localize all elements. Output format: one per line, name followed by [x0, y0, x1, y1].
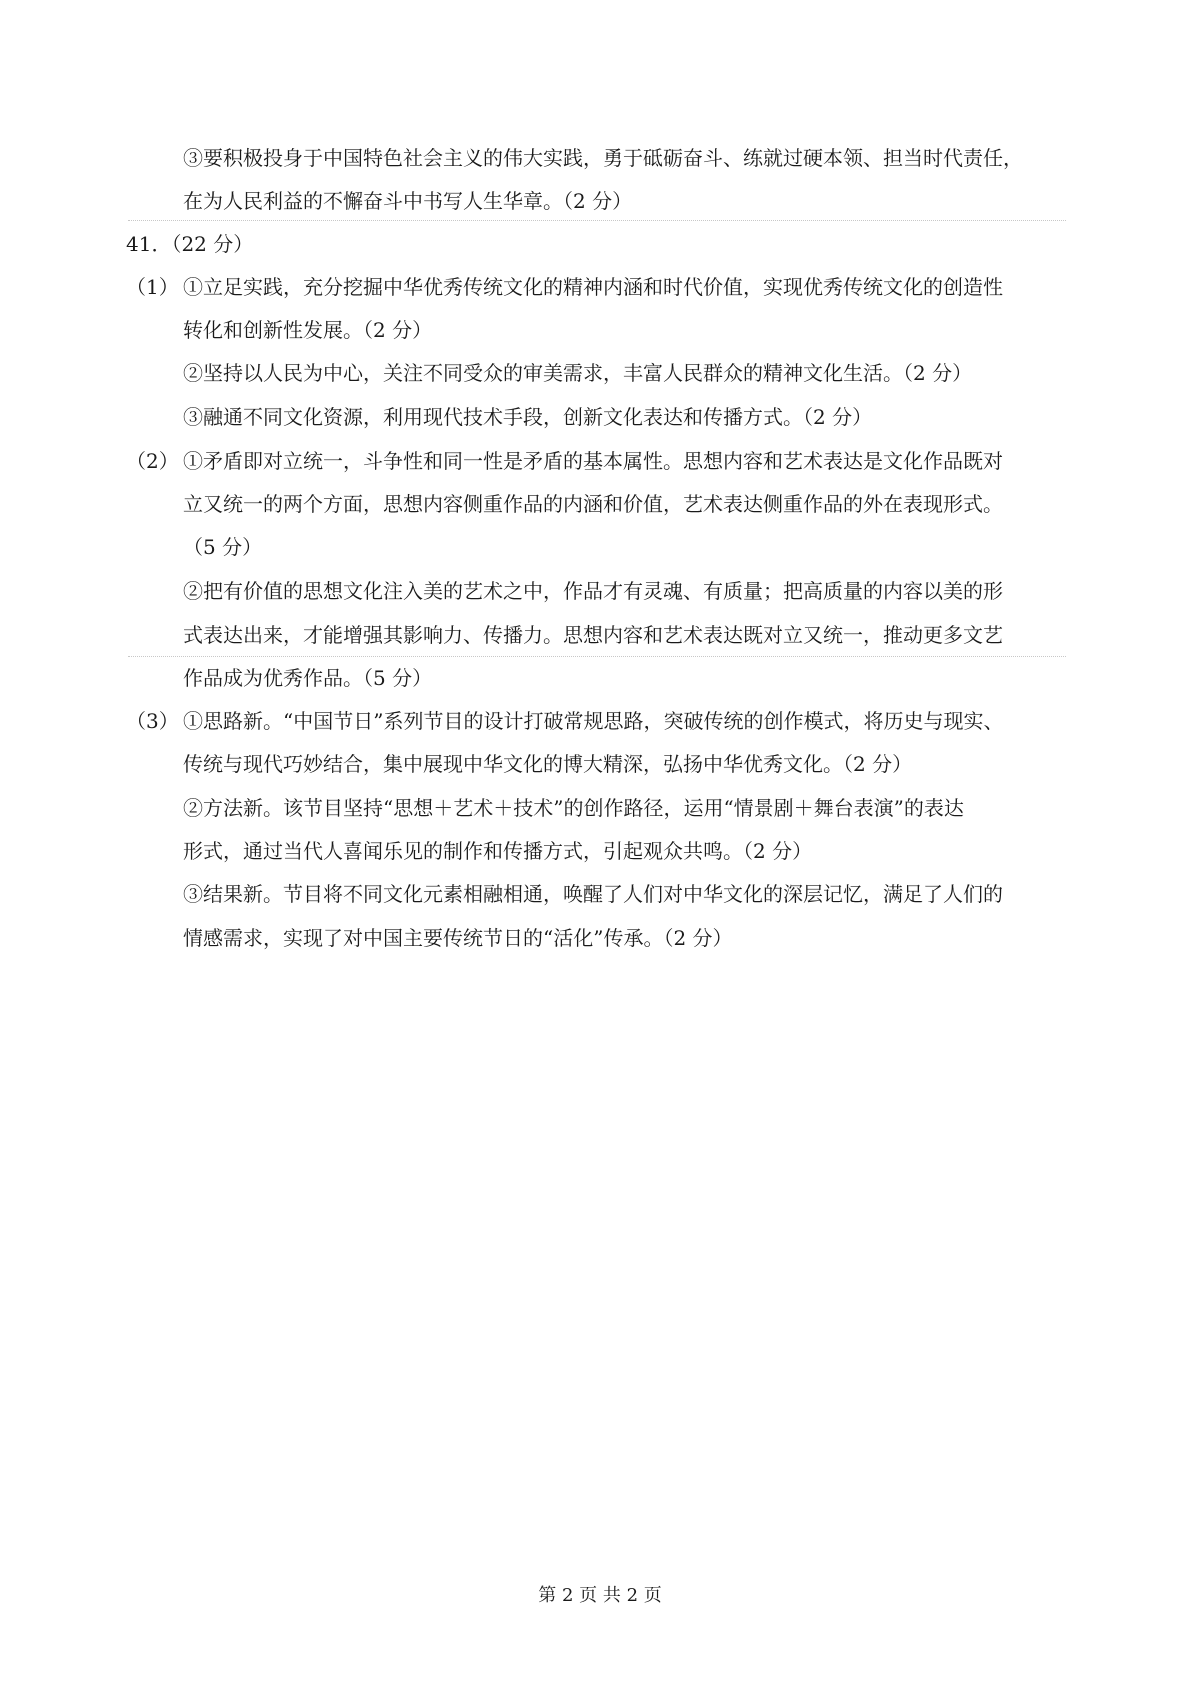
question-41-header: 41．（22 分）: [126, 232, 254, 256]
part-3-c-line2: 情感需求，实现了对中国主要传统节日的“活化”传承。（2 分）: [183, 926, 733, 950]
part-2-b-line2: 式表达出来，才能增强其影响力、传播力。思想内容和艺术表达既对立又统一，推动更多文艺: [183, 623, 1003, 647]
part-1-b: ②坚持以人民为中心，关注不同受众的审美需求，丰富人民群众的精神文化生活。（2 分）: [183, 361, 973, 385]
part-2-a-line1: ①矛盾即对立统一，斗争性和同一性是矛盾的基本属性。思想内容和艺术表达是文化作品既对: [183, 449, 1003, 473]
part-3-label: （3）: [126, 709, 179, 733]
part-1-label: （1）: [126, 275, 179, 299]
part-1-c: ③融通不同文化资源，利用现代技术手段，创新文化表达和传播方式。（2 分）: [183, 405, 873, 429]
part-1-a-line2: 转化和创新性发展。（2 分）: [183, 318, 433, 342]
dotted-divider: [128, 656, 1066, 657]
part-2-label: （2）: [126, 449, 179, 473]
part-3-c-line1: ③结果新。节目将不同文化元素相融相通，唤醒了人们对中华文化的深层记忆，满足了人们的: [183, 882, 1003, 906]
part-3-a-line2: 传统与现代巧妙结合，集中展现中华文化的博大精深，弘扬中华优秀文化。（2 分）: [183, 752, 913, 776]
part-2-b-line3: 作品成为优秀作品。（5 分）: [183, 666, 433, 690]
part-2-a-line2: 立又统一的两个方面，思想内容侧重作品的内涵和价值，艺术表达侧重作品的外在表现形式。: [183, 492, 1003, 516]
part-3-b-line2: 形式，通过当代人喜闻乐见的制作和传播方式，引起观众共鸣。（2 分）: [183, 839, 813, 863]
prev-item3-line2: 在为人民利益的不懈奋斗中书写人生华章。（2 分）: [183, 189, 633, 213]
dotted-divider: [128, 220, 1066, 221]
part-2-b-line1: ②把有价值的思想文化注入美的艺术之中，作品才有灵魂、有质量；把高质量的内容以美的形: [183, 579, 1003, 603]
part-3-a-line1: ①思路新。“中国节日”系列节目的设计打破常规思路，突破传统的创作模式，将历史与现实、: [183, 709, 1004, 733]
part-3-b-line1: ②方法新。该节目坚持“思想＋艺术＋技术”的创作路径，运用“情景剧＋舞台表演”的表达: [183, 796, 964, 820]
part-2-a-line3: （5 分）: [183, 535, 263, 559]
prev-item3-line1: ③要积极投身于中国特色社会主义的伟大实践，勇于砥砺奋斗、练就过硬本领、担当时代责任，: [183, 146, 1023, 170]
part-1-a-line1: ①立足实践，充分挖掘中华优秀传统文化的精神内涵和时代价值，实现优秀传统文化的创造性: [183, 275, 1003, 299]
page-number-footer: 第 2 页 共 2 页: [538, 1585, 662, 1606]
